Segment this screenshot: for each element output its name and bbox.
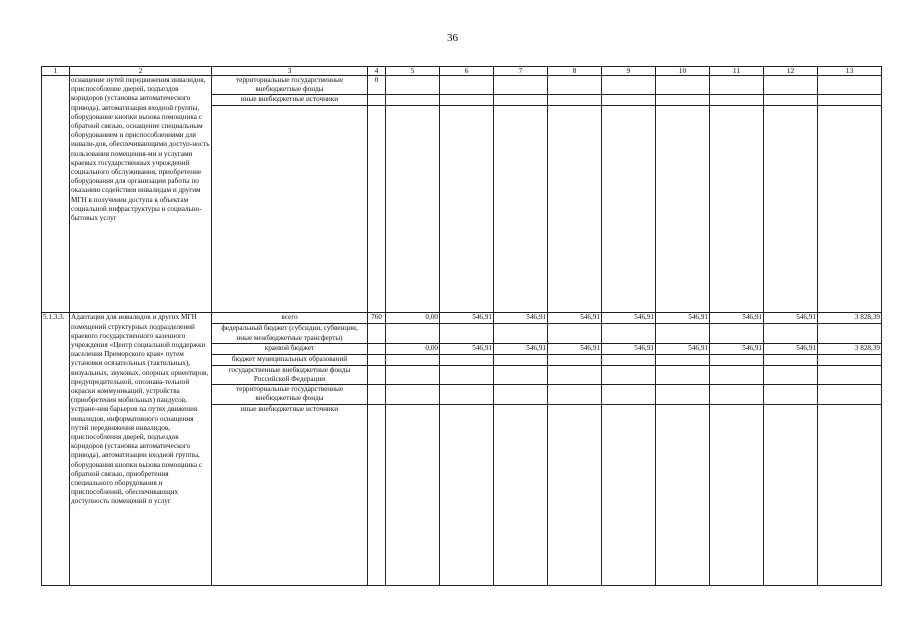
col4-cell: 760 bbox=[368, 313, 386, 324]
value-cell: 3 828,39 bbox=[818, 313, 882, 324]
column-header: 12 bbox=[764, 67, 818, 76]
value-cell: 546,91 bbox=[440, 343, 494, 354]
column-header: 6 bbox=[440, 67, 494, 76]
funding-source: территориальные государственные внебюджетные фонды bbox=[212, 385, 368, 404]
value-cell: 546,91 bbox=[656, 343, 710, 354]
value-cell: 546,91 bbox=[764, 343, 818, 354]
column-header: 11 bbox=[710, 67, 764, 76]
column-header: 4 bbox=[368, 67, 386, 76]
funding-source: государственные внебюджетные фонды Российской Федерации bbox=[212, 365, 368, 384]
column-header: 10 bbox=[656, 67, 710, 76]
value-cell: 546,91 bbox=[440, 313, 494, 324]
col4-cell bbox=[368, 385, 386, 404]
col4-cell: 0 bbox=[368, 76, 386, 95]
item-code-cell bbox=[42, 76, 70, 313]
funding-source: федеральный бюджет (субсидии, субвенции, иные межбюджетные трансферты) bbox=[212, 324, 368, 343]
funding-source: территориальные государственные внебюджетные фонды bbox=[212, 76, 368, 95]
value-cell: 546,91 bbox=[710, 343, 764, 354]
table-row bbox=[42, 76, 882, 95]
funding-source: краевой бюджет bbox=[212, 343, 368, 354]
column-header: 2 bbox=[70, 67, 212, 76]
column-header: 13 bbox=[818, 67, 882, 76]
value-cell: 546,91 bbox=[548, 313, 602, 324]
column-number-row bbox=[42, 67, 882, 76]
value-cell: 546,91 bbox=[548, 343, 602, 354]
col4-cell bbox=[368, 324, 386, 343]
funding-source: иные внебюджетные источники bbox=[212, 95, 368, 106]
value-cell: 546,91 bbox=[494, 313, 548, 324]
value-cell: 546,91 bbox=[656, 313, 710, 324]
column-header: 9 bbox=[602, 67, 656, 76]
program-table bbox=[41, 66, 882, 586]
col4-cell bbox=[368, 354, 386, 365]
value-cell: 546,91 bbox=[602, 343, 656, 354]
column-header: 3 bbox=[212, 67, 368, 76]
column-header: 7 bbox=[494, 67, 548, 76]
value-cell: 546,91 bbox=[710, 313, 764, 324]
item-description: Адаптация для инвалидов и других МГН помещений структурных подразделений краевого государственного казенного учреждения «Центр социальной поддержки населения Приморского края» путем установки осязательных (тактильных), визуальных, звуковых, опорных ориентиров, предупредительной, опознава-тельной окраски коммуникаций, устройства (приобретения мобильных) пандусов, устране-ния барьеров на путях движения инвалидов, информативного оснащения путей передвижения инвалидов, приспособления дверей, подъездов коридоров (установка автоматического привода), автоматизации входной группы, оборудования кнопки вызова помощника с обратной связью, приобретения специального оборудования и приспособлений, обеспечивающих доступность помещений и услуг bbox=[70, 313, 212, 585]
value-cell: 0,00 bbox=[386, 313, 440, 324]
value-cell: 3 828,39 bbox=[818, 343, 882, 354]
value-cell: 546,91 bbox=[764, 313, 818, 324]
column-header: 8 bbox=[548, 67, 602, 76]
value-cell: 0,00 bbox=[386, 343, 440, 354]
value-cell: 546,91 bbox=[494, 343, 548, 354]
col4-cell bbox=[368, 343, 386, 354]
funding-source: иные внебюджетные источники bbox=[212, 404, 368, 585]
page-number: 36 bbox=[447, 32, 458, 44]
table-row bbox=[42, 313, 882, 324]
column-header: 5 bbox=[386, 67, 440, 76]
funding-source: бюджет муниципальных образований bbox=[212, 354, 368, 365]
item-code: 5.1.3.3. bbox=[42, 313, 70, 585]
item-description: оснащение путей передвижения инвалидов, приспособление дверей, подъездов коридоров (установка автоматического привода), автоматизация входной группы, оборудование кнопки вызова помощника с обратной связью, оснащение специальным оборудованием и приспособлениями для инвали-дов, обеспечивающими доступ-ность пользования помещения-ми и услугами краевых государственных учреждений социального обслуживания, приобретение оборудования для организации работы по оказанию содействия инвалидам и другим МГН в получении доступа к объектам социальной инфраструктуры и социально-бытовых услуг bbox=[70, 76, 212, 313]
col4-cell bbox=[368, 95, 386, 106]
value-cell: 546,91 bbox=[602, 313, 656, 324]
column-header: 1 bbox=[42, 67, 70, 76]
col4-cell bbox=[368, 365, 386, 384]
col4-cell bbox=[368, 404, 386, 585]
funding-source: всего bbox=[212, 313, 368, 324]
